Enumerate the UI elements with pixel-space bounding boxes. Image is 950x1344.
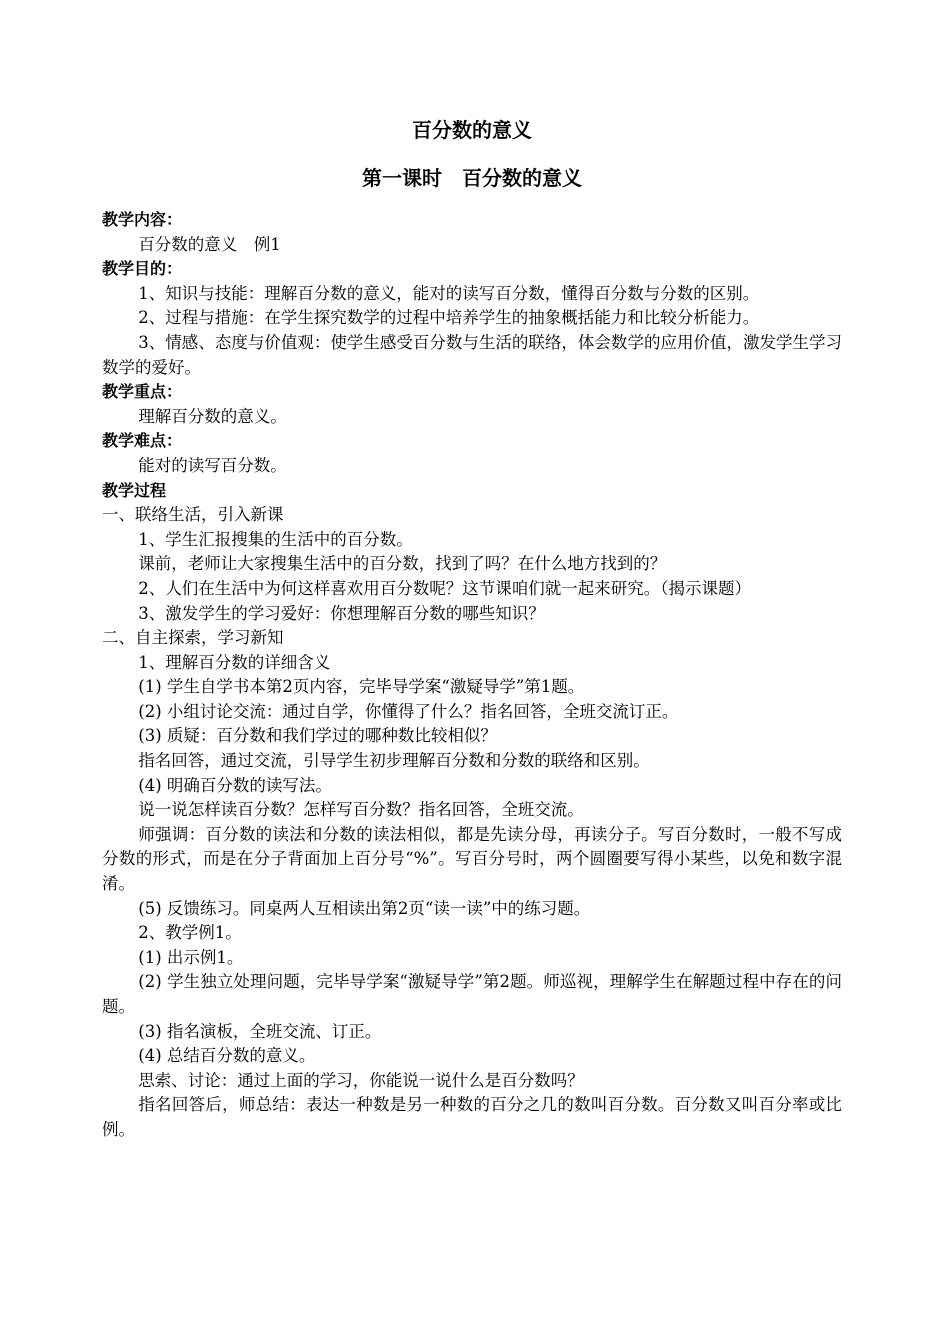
key-heading: 教学重点： xyxy=(102,382,183,402)
paragraph: 指名回答后，师总结：表达一种数是另一种数的百分之几的数叫百分数。百分数又叫百分率或比例。 xyxy=(102,1095,842,1139)
content-heading: 教学内容： xyxy=(102,210,183,229)
paragraph: 说一说怎样读百分数？怎样写百分数？指名回答，全班交流。 xyxy=(138,800,584,820)
goal-2: 2、过程与措施：在学生探究数学的过程中培养学生的抽象概括能力和比较分析能力。 xyxy=(138,308,760,328)
paragraph: (4) 明确百分数的读写法。 xyxy=(138,775,332,795)
paragraph: (2) 小组讨论交流：通过自学，你懂得了什么？指名回答，全班交流订正。 xyxy=(138,701,679,721)
part2-title: 二、自主探索，学习新知 xyxy=(102,628,284,648)
goal-3: 3、情感、态度与价值观：使学生感受百分数与生活的联络，体会数学的应用价值，激发学生学习数学的爱好。 xyxy=(102,332,842,377)
paragraph: (1) 出示例1。 xyxy=(138,947,244,967)
paragraph: 师强调：百分数的读法和分数的读法相似，都是先读分母，再读分子。写百分数时，一般不写成分数的形式，而是在分子背面加上百分号“%”。写百分号时，两个圆圈要写得小某些，以免和数字混淆。 xyxy=(102,824,842,894)
paragraph: 1、理解百分数的详细含义 xyxy=(138,652,331,672)
paragraph: (5) 反馈练习。同桌两人互相读出第2页“读一读”中的练习题。 xyxy=(138,898,591,918)
paragraph: (4) 总结百分数的意义。 xyxy=(138,1046,316,1066)
paragraph: 指名回答，通过交流，引导学生初步理解百分数和分数的联络和区别。 xyxy=(138,751,650,771)
paragraph: 3、激发学生的学习爱好：你想理解百分数的哪些知识？ xyxy=(138,603,545,623)
paragraph: 1、学生汇报搜集的生活中的百分数。 xyxy=(138,529,413,549)
paragraph: (2) 学生独立处理问题，完毕导学案“激疑导学”第2题。师巡视，理解学生在解题过程中存在的问题。 xyxy=(102,972,842,1016)
paragraph: (1) 学生自学书本第2页内容，完毕导学案“激疑导学”第1题。 xyxy=(138,677,585,697)
part1-title: 一、联络生活，引入新课 xyxy=(102,505,284,525)
paragraph: (3) 质疑：百分数和我们学过的哪种数比较相似？ xyxy=(138,726,497,746)
goals-heading: 教学目的： xyxy=(102,259,183,279)
document-title: 百分数的意义 xyxy=(412,118,532,142)
process-heading: 教学过程 xyxy=(102,480,167,500)
paragraph: 思索、讨论：通过上面的学习，你能说一说什么是百分数吗？ xyxy=(138,1070,584,1090)
difficulty-heading: 教学难点： xyxy=(102,431,183,451)
lesson-title: 第一课时 百分数的意义 xyxy=(362,166,582,190)
difficulty-text: 能对的读写百分数。 xyxy=(138,455,287,475)
paragraph: 2、教学例1。 xyxy=(138,923,242,943)
paragraph: 2、人们在生活中为何这样喜欢用百分数呢？这节课咱们就一起来研究。（揭示课题） xyxy=(138,578,752,598)
paragraph: 课前，老师让大家搜集生活中的百分数，找到了吗？在什么地方找到的？ xyxy=(138,554,667,574)
goal-1: 1、知识与技能：理解百分数的意义，能对的读写百分数，懂得百分数与分数的区别。 xyxy=(138,283,760,303)
paragraph: (3) 指名演板，全班交流、订正。 xyxy=(138,1021,382,1041)
document-body xyxy=(102,110,842,1143)
key-text: 理解百分数的意义。 xyxy=(138,406,287,426)
content-text: 百分数的意义 例1 xyxy=(138,234,281,254)
